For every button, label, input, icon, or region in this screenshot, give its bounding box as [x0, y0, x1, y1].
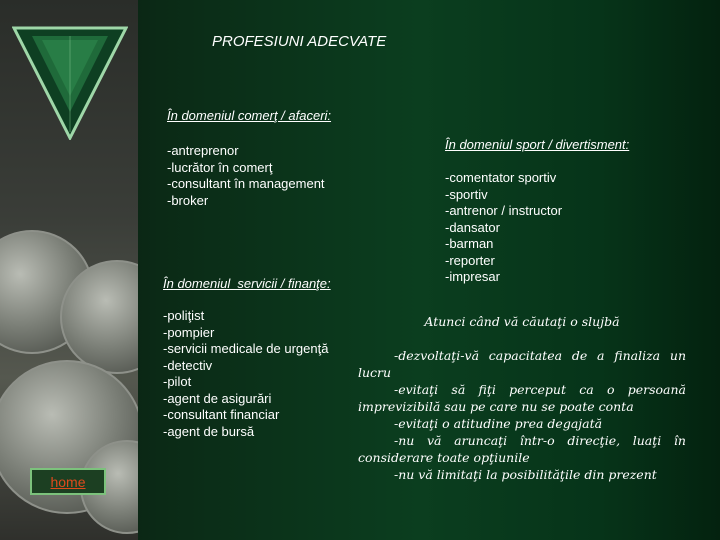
list-item: -barman — [445, 236, 494, 251]
list-item: -reporter — [445, 252, 495, 268]
section-heading-comert: În domeniul comerţ / afaceri: — [167, 108, 332, 123]
green-triangle-logo-icon — [12, 22, 128, 140]
section-heading-sport: În domeniul sport / divertisment: — [445, 137, 630, 152]
list-item: -servicii medicale de urgenţă — [163, 341, 329, 356]
advice-line: -evitaţi o atitudine prea degajată — [394, 416, 603, 431]
home-button[interactable]: home — [30, 468, 106, 495]
advice-line: lucru — [358, 365, 392, 380]
list-item: -agent de bursă — [163, 423, 255, 439]
advice-paragraph — [358, 313, 686, 483]
list-item: -pilot — [163, 374, 192, 389]
list-item: -consultant în management — [167, 176, 325, 191]
list-item: -detectiv — [163, 357, 213, 373]
advice-line: -nu vă aruncaţi într-o direcţie, luaţi în — [394, 433, 686, 448]
list-item: -sportiv — [445, 186, 488, 202]
advice-line: -dezvoltaţi-vă capacitatea de a finaliza un — [394, 348, 686, 363]
advice-intro: Atunci când vă căutaţi o slujbă — [424, 314, 620, 329]
list-item: -antrenor / instructor — [445, 203, 563, 218]
list-item: -dansator — [445, 219, 500, 235]
advice-line: -nu vă limitaţi la posibilităţile din prezent — [394, 467, 657, 482]
list-item: -impresar — [445, 269, 500, 284]
list-item: -poliţist — [163, 308, 205, 323]
list-item: -consultant financiar — [163, 407, 280, 422]
list-item: -broker — [167, 192, 209, 208]
section-heading-servicii: În domeniul servicii / finanţe: — [163, 276, 331, 291]
page-title: PROFESIUNI ADECVATE — [212, 33, 387, 50]
advice-line: imprevizibilă sau pe care nu se poate conta — [358, 399, 634, 414]
list-item: -comentator sportiv — [445, 170, 557, 185]
list-item: -lucrător în comerţ — [167, 159, 273, 175]
advice-line: -evitaţi să fiţi perceput ca o persoană — [394, 382, 686, 397]
list-item: -pompier — [163, 324, 215, 340]
list-item: -agent de asigurări — [163, 390, 272, 406]
list-item: -antreprenor — [167, 143, 239, 158]
advice-line: considerare toate opţiunile — [358, 450, 530, 465]
